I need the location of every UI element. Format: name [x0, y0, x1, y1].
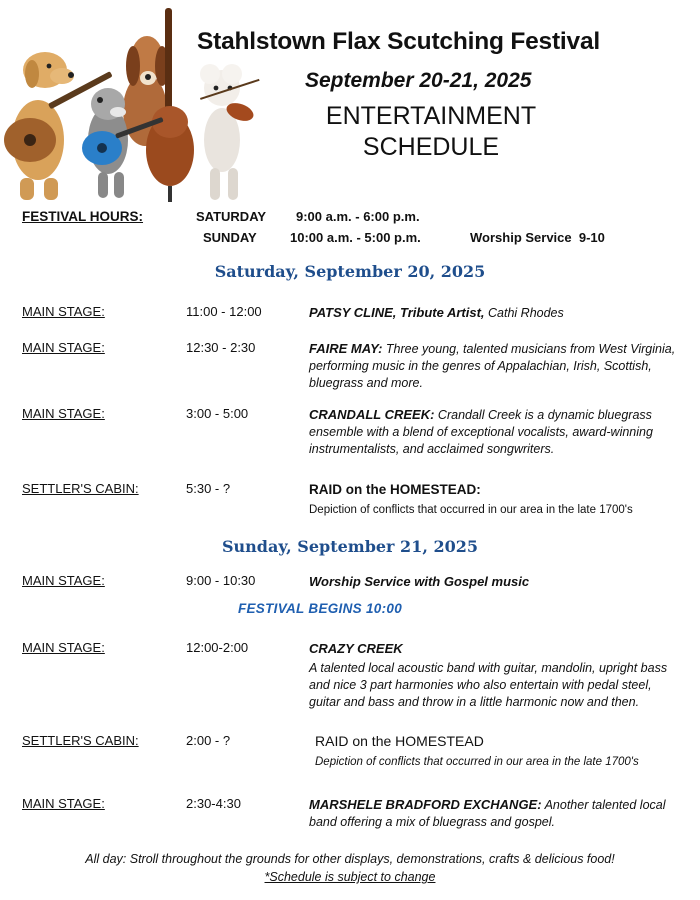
heading-line-1: ENTERTAINMENT	[325, 102, 537, 130]
event-name: CRANDALL CREEK:	[309, 407, 435, 422]
basset-hound-bassist	[123, 8, 194, 202]
event-name: CRAZY CREEK	[309, 641, 403, 656]
event-name: Worship Service with Gospel music	[309, 574, 530, 589]
event-detail: Another talented local band offering a mix of bluegrass and gospel.	[309, 798, 666, 829]
event-name: RAID on the HOMESTEAD	[315, 733, 484, 749]
event-detail: Depiction of conflicts that occurred in our area in the late 1700's	[309, 504, 633, 516]
event-name: FAIRE MAY:	[309, 341, 383, 356]
venue: MAIN STAGE:	[22, 796, 105, 811]
saturday-hours: 9:00 a.m. - 6:00 p.m.	[296, 209, 420, 224]
schedule-heading	[308, 101, 554, 163]
sunday-heading: Sunday, September 21, 2025	[221, 537, 478, 556]
event-description	[309, 406, 684, 458]
venue: MAIN STAGE:	[22, 640, 105, 655]
event-detail: Crandall Creek is a dynamic bluegrass ensemble with a blend of exceptional vocalists, award-winning instrumentalists, and acclaimed songwriters.	[309, 408, 653, 456]
event-description	[309, 481, 684, 519]
event-detail: Depiction of conflicts that occurred in our area in the late 1700's	[315, 756, 639, 768]
venue: MAIN STAGE:	[22, 573, 105, 588]
event-name: MARSHELE BRADFORD EXCHANGE:	[309, 797, 542, 812]
event-description	[309, 796, 684, 831]
sunday-hours: 10:00 a.m. - 5:00 p.m.	[290, 230, 421, 245]
venue: MAIN STAGE:	[22, 304, 105, 319]
venue: SETTLER'S CABIN:	[22, 481, 139, 496]
saturday-heading: Saturday, September 20, 2025	[214, 262, 486, 281]
time: 5:30 - ?	[186, 481, 231, 496]
time: 3:00 - 5:00	[186, 406, 249, 421]
festival-title: Stahlstown Flax Scutching Festival	[197, 28, 600, 55]
footer-note: All day: Stroll throughout the grounds for other displays, demonstrations, crafts & delicious food!	[85, 852, 615, 866]
festival-begins: FESTIVAL BEGINS 10:00	[237, 601, 403, 616]
event-description	[315, 733, 690, 771]
event-description	[309, 573, 684, 591]
poodle-violinist	[200, 64, 260, 200]
festival-hours-label: FESTIVAL HOURS:	[22, 209, 144, 224]
event-description	[309, 340, 684, 392]
worship-hours: Worship Service 9-10	[470, 230, 605, 245]
event-description	[309, 304, 684, 322]
event-name: PATSY CLINE, Tribute Artist,	[309, 305, 485, 320]
time: 11:00 - 12:00	[186, 304, 262, 319]
time: 2:30-4:30	[186, 796, 241, 811]
sunday-label: SUNDAY	[203, 230, 257, 245]
event-detail: Cathi Rhodes	[488, 306, 564, 320]
event-detail: A talented local acoustic band with guitar, mandolin, upright bass and nice 3 part harmonies who also entertain with pedal steel, guitar and bass and throw in a little harmonic now and then.	[309, 661, 668, 709]
festival-hours	[0, 209, 700, 249]
heading-line-2: SCHEDULE	[362, 133, 500, 161]
time: 12:00-2:00	[186, 640, 249, 655]
festival-dates: September 20-21, 2025	[305, 69, 532, 92]
time: 9:00 - 10:30	[186, 573, 256, 588]
time: 12:30 - 2:30	[186, 340, 256, 355]
saturday-label: SATURDAY	[196, 209, 267, 224]
event-description	[309, 640, 684, 711]
schedule-disclaimer: *Schedule is subject to change	[264, 870, 436, 884]
venue: MAIN STAGE:	[22, 406, 105, 421]
event-detail: Three young, talented musicians from West Virginia, performing music in the genres of Appalachian, Irish, Scottish, bluegrass and more.	[309, 342, 676, 390]
event-name: RAID on the HOMESTEAD:	[309, 482, 481, 497]
time: 2:00 - ?	[186, 733, 231, 748]
venue: SETTLER'S CABIN:	[22, 733, 139, 748]
venue: MAIN STAGE:	[22, 340, 105, 355]
